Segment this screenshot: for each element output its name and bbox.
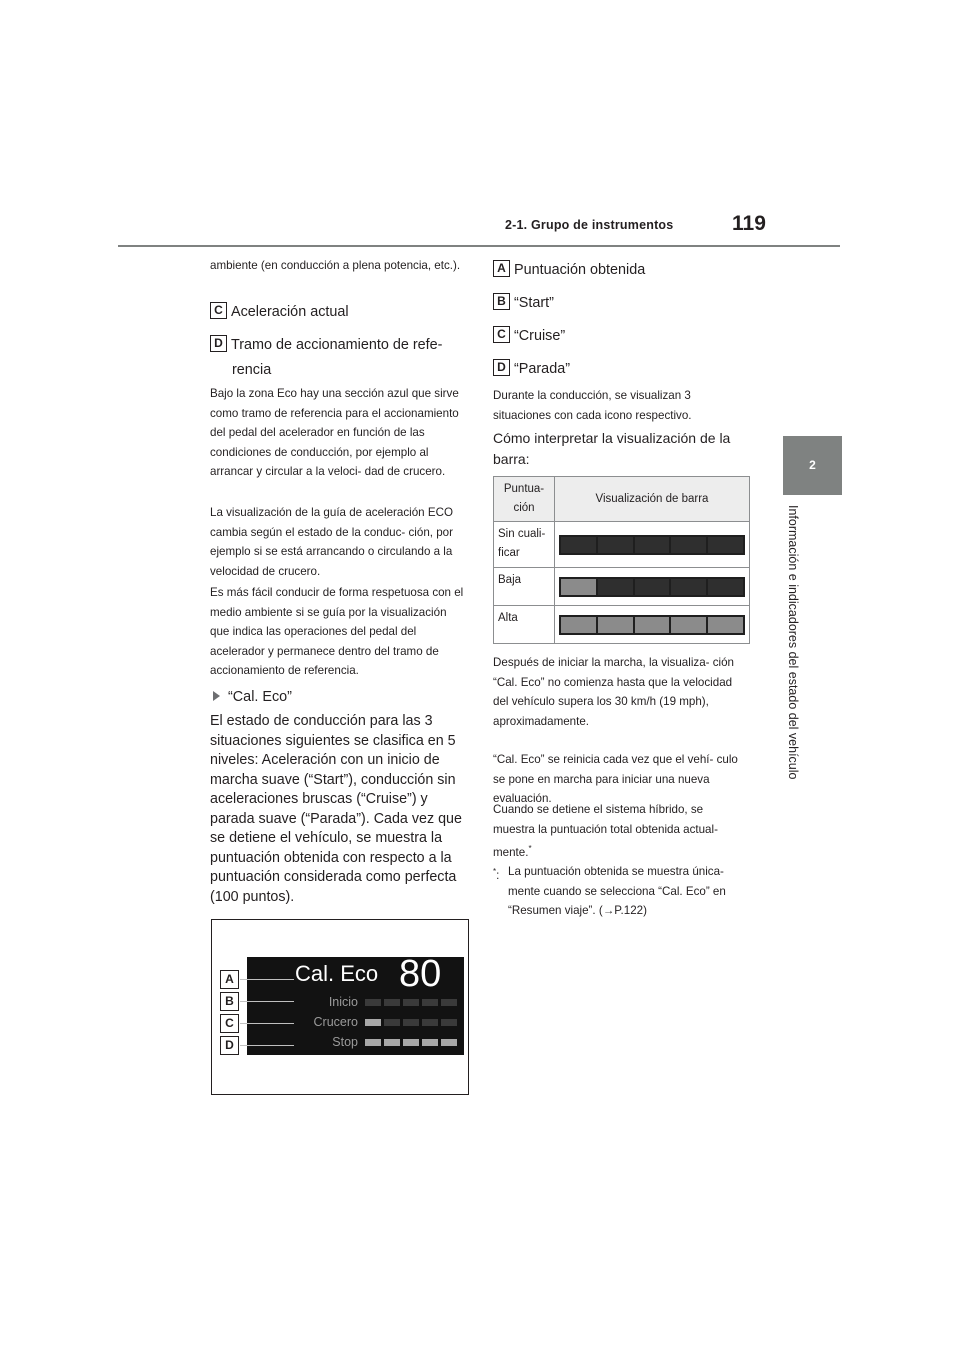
chapter-title: Información e indicadores del estado del vehículo	[786, 505, 800, 780]
bar-visual	[559, 577, 745, 597]
bar-segment	[441, 999, 457, 1006]
eco-score-illustration	[211, 919, 469, 1095]
bar-segment	[598, 617, 633, 633]
bar-segment	[384, 1019, 400, 1026]
item-text: Aceleración actual	[231, 304, 349, 320]
legend-item-c: C “Cruise”	[493, 322, 755, 350]
bar-segment	[422, 1019, 438, 1026]
bar-segment	[708, 617, 743, 633]
table-cell: Alta	[494, 606, 555, 644]
table-heading: Cómo interpretar la visualización de la barra:	[493, 430, 731, 467]
bar-segment	[422, 999, 438, 1006]
letter-badge: A	[493, 260, 510, 277]
bar-segment	[441, 1039, 457, 1046]
table-header-row	[494, 477, 750, 522]
bar-segment	[365, 999, 381, 1006]
bar-segment	[635, 537, 670, 553]
bar-segment	[561, 617, 596, 633]
bar-segment	[708, 579, 743, 595]
table-cell: Sin cuali- ficar	[494, 522, 555, 568]
callout-d: D	[220, 1036, 239, 1055]
legend-item-b: B “Start”	[493, 289, 755, 317]
paragraph: Durante la conducción, se visualizan 3 situaciones con cada icono respectivo.	[493, 389, 692, 422]
table-cell: Baja	[494, 568, 555, 606]
callout-line	[240, 1001, 294, 1002]
footnote-text: La puntuación obtenida se muestra única- mente cuando se selecciona “Cal. Eco” en “Resumen viaje”. (→P.122)	[508, 865, 726, 917]
item-d-continuation: rencia	[232, 362, 272, 378]
callout-b: B	[220, 992, 239, 1011]
bar-visual	[559, 535, 745, 555]
display-bar	[365, 1039, 457, 1046]
bar-segment	[671, 579, 706, 595]
legend-item-d: D “Parada”	[493, 355, 755, 383]
paragraph: La visualización de la guía de aceleración ECO cambia según el estado de la conduc- ción, por ejemplo si se está arrancando o circulando a la velocidad de crucero.	[210, 506, 453, 578]
table-row	[494, 568, 750, 606]
paragraph: Es más fácil conducir de forma respetuosa con el medio ambiente si se guía por la visualización que indica las operaciones del pedal del acelerador y permanece dentro del tramo de accionamiento de referencia.	[210, 586, 464, 677]
bar-segment	[708, 537, 743, 553]
table-cell	[555, 606, 750, 644]
display-bar	[365, 999, 457, 1006]
item-text: Tramo de accionamiento de refe-	[231, 337, 443, 353]
bar-segment	[365, 1019, 381, 1026]
display-title: Cal. Eco	[295, 961, 379, 986]
score-table	[493, 476, 750, 644]
row-label: Inicio	[328, 995, 358, 1009]
letter-badge: D	[493, 359, 510, 376]
letter-badge: B	[493, 293, 510, 310]
item-d	[210, 331, 468, 359]
display-bar	[365, 1019, 457, 1026]
bar-segment	[561, 537, 596, 553]
paragraph: “Cal. Eco” se reinicia cada vez que el vehí- culo se pone en marcha para iniciar una nueva evaluación.	[493, 753, 738, 805]
legend-item-a: A Puntuación obtenida	[493, 256, 755, 284]
bar-segment	[598, 579, 633, 595]
bar-segment	[441, 1019, 457, 1026]
header-rule	[118, 245, 840, 247]
bar-segment	[403, 1039, 419, 1046]
body-text: El estado de conducción para las 3 situaciones siguientes se clasifica en 5 niveles: Aceleración con un inicio de marcha suave (“Start”), conducción sin aceleraciones bruscas (“Cruise”) y parada suave (“Parada”). Cada vez que se detiene el vehículo, se muestra la puntuación obtenida con respecto a la puntuación considerada como perfecta (100 puntos).	[210, 713, 462, 905]
bar-segment	[384, 999, 400, 1006]
callout-line	[240, 1045, 294, 1046]
callout-line	[240, 1023, 294, 1024]
bar-segment	[422, 1039, 438, 1046]
display-screen	[247, 953, 464, 1055]
intro-continuation: ambiente (en conducción a plena potencia, etc.).	[210, 259, 461, 272]
bar-segment	[635, 579, 670, 595]
callout-c: C	[220, 1014, 239, 1033]
triangle-bullet-icon	[213, 691, 220, 701]
subheading: “Cal. Eco”	[210, 683, 468, 711]
callout-a: A	[220, 970, 239, 989]
bar-segment	[384, 1039, 400, 1046]
bar-segment	[671, 537, 706, 553]
paragraph: Cuando se detiene el sistema híbrido, se muestra la puntuación total obtenida actual- mente.*	[493, 803, 718, 859]
bar-segment	[635, 617, 670, 633]
footnote	[493, 862, 741, 921]
column-header: Visualización de barra	[555, 477, 750, 522]
row-label: Stop	[332, 1035, 358, 1049]
bar-segment	[403, 999, 419, 1006]
bar-segment	[365, 1039, 381, 1046]
chapter-number: 2	[809, 458, 816, 472]
letter-badge: D	[210, 335, 227, 352]
bar-segment	[403, 1019, 419, 1026]
callout-line	[240, 979, 294, 980]
paragraph: Después de iniciar la marcha, la visualiza- ción “Cal. Eco” no comienza hasta que la velocidad del vehículo supera los 30 km/h (19 mph), aproximadamente.	[493, 656, 735, 728]
table-row	[494, 522, 750, 568]
table-cell	[555, 522, 750, 568]
bar-segment	[598, 537, 633, 553]
page-number: 119	[732, 212, 766, 235]
section-title: 2-1. Grupo de instrumentos	[505, 218, 674, 232]
table-row	[494, 606, 750, 644]
bar-visual	[559, 615, 745, 635]
row-label: Crucero	[313, 1015, 358, 1029]
bar-segment	[561, 579, 596, 595]
footnote-marker: *:	[493, 867, 500, 882]
paragraph: Bajo la zona Eco hay una sección azul que sirve como tramo de referencia para el accionamiento del pedal del acelerador en función de las condiciones de conducción, por ejemplo al arrancar y circular a la veloci- dad de crucero.	[210, 387, 459, 478]
column-header: Puntua- ción	[494, 477, 555, 522]
display-score: 80	[399, 953, 442, 995]
letter-badge: C	[210, 302, 227, 319]
letter-badge: C	[493, 326, 510, 343]
footnote-mark: *	[528, 844, 532, 853]
bar-segment	[671, 617, 706, 633]
table-cell	[555, 568, 750, 606]
item-c	[210, 298, 468, 326]
